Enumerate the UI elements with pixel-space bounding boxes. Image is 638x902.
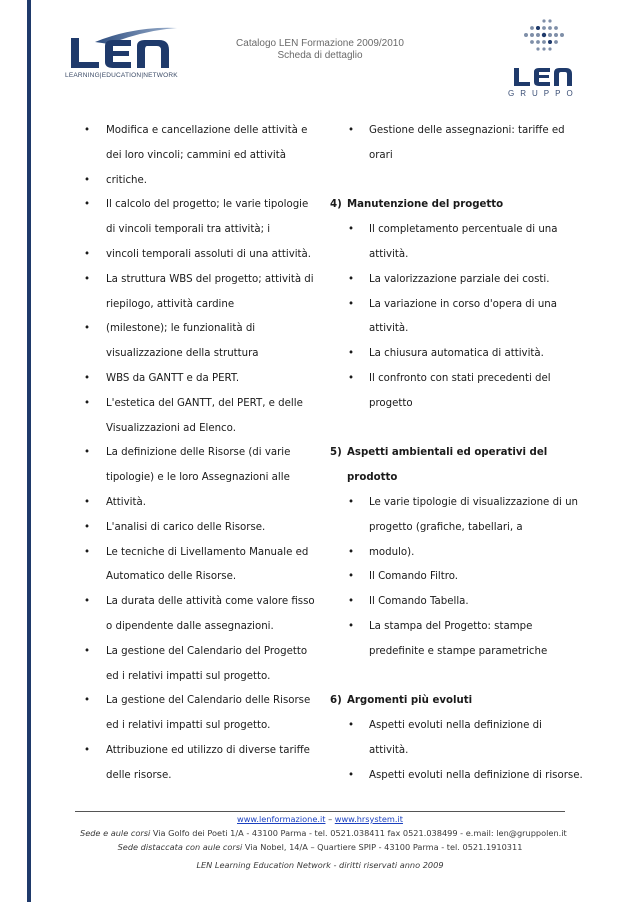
footer-copyright: [80, 860, 560, 870]
bullet-item: [84, 367, 324, 392]
item-text: • Le tecniche di Livellamento Manuale ed: [106, 546, 309, 558]
item-text: • Le varie tipologie di visualizzazione di un: [369, 496, 579, 508]
bullet-item: [330, 491, 580, 516]
dot-grid-icon: [522, 18, 566, 58]
section-number: 6): [330, 695, 342, 707]
gruppo-label: GRUPPO: [508, 89, 579, 98]
item-text: attività.: [369, 744, 409, 756]
item-text: • critiche.: [106, 174, 148, 186]
item-text: • Il confronto con stati precedenti del: [369, 372, 551, 384]
item-text: • La stampa del Progetto: stampe: [369, 620, 533, 632]
bullet-item: [330, 541, 580, 566]
bullet-item: [84, 169, 324, 194]
bullet-item: [84, 689, 324, 714]
item-text: visualizzazione della struttura: [106, 348, 259, 360]
bullet-item: [84, 243, 324, 268]
right-column: [330, 119, 583, 789]
catalog-title: Catalogo LEN Formazione 2009/2010: [236, 38, 404, 49]
footer-copyright-text: LEN Learning Education Network - diritti riservati anno 2009: [196, 860, 444, 870]
item-text: di vincoli temporali tra attività; i: [106, 224, 271, 236]
item-text: predefinite e stampe parametriche: [369, 645, 548, 657]
blank-line: [330, 417, 580, 442]
blank-line: [330, 665, 580, 690]
bullet-item: [84, 392, 324, 417]
item-text: • La gestione del Calendario delle Risorse: [106, 695, 311, 707]
len-logo-graphic: [65, 24, 185, 72]
bullet-item: [330, 590, 580, 615]
footer-address-main-text: Via Golfo dei Poeti 1/A - 43100 Parma - tel. 0521.038411 fax 0521.038499 - e.mail: len@gruppolen.it: [150, 828, 567, 838]
logo-tagline: LEARNING|EDUCATION|NETWORK: [65, 72, 178, 79]
header-titles: [200, 38, 440, 62]
bullet-continuation: [84, 714, 324, 739]
bullet-item: [84, 590, 324, 615]
left-column: [84, 119, 324, 789]
item-text: Automatico delle Risorse.: [106, 571, 237, 583]
item-text: • Aspetti evoluti nella definizione di risorse.: [369, 769, 583, 781]
section-title: prodotto: [347, 472, 398, 484]
item-text: • La chiusura automatica di attività.: [369, 348, 544, 360]
len-logo-left: [65, 24, 185, 84]
item-text: ed i relativi impatti sul progetto.: [106, 720, 271, 732]
item-text: riepilogo, attività cardine: [106, 298, 235, 310]
bullet-continuation: [84, 466, 324, 491]
section-heading: [330, 193, 580, 218]
item-text: • (milestone); le funzionalità di: [106, 323, 256, 335]
item-text: • Attività.: [106, 496, 146, 508]
section-number: 5): [330, 447, 342, 459]
bullet-continuation: [84, 342, 324, 367]
footer-address-branch: [80, 842, 560, 852]
bullet-item: [84, 317, 324, 342]
item-text: delle risorse.: [106, 769, 172, 781]
footer-address-main: [80, 828, 567, 838]
bullet-item: [84, 193, 324, 218]
bullet-continuation: [84, 144, 324, 169]
bullet-item: [84, 119, 324, 144]
bullet-item: [330, 367, 580, 392]
footer-address-branch-label: Sede distaccata con aule corsi: [117, 842, 243, 852]
item-text: Visualizzazioni ad Elenco.: [106, 422, 236, 434]
bullet-item: [330, 342, 580, 367]
bullet-continuation: [84, 218, 324, 243]
footer-links: [80, 814, 560, 824]
bullet-continuation: [84, 565, 324, 590]
item-text: • vincoli temporali assoluti di una attività.: [106, 248, 312, 260]
item-text: tipologie) e le loro Assegnazioni alle: [106, 472, 290, 484]
item-text: • Il completamento percentuale di una: [369, 224, 558, 236]
section-title: Argomenti più evoluti: [347, 695, 473, 707]
bullet-item: [330, 119, 580, 144]
bullet-continuation: [84, 764, 324, 789]
bullet-continuation: [84, 665, 324, 690]
footer-address-main-label: Sede e aule corsi: [80, 828, 151, 838]
section-heading: [330, 441, 580, 466]
item-text: • WBS da GANTT e da PERT.: [106, 372, 240, 384]
link-separator: –: [328, 814, 333, 824]
bullet-item: [330, 615, 580, 640]
item-text: attività.: [369, 248, 409, 260]
bullet-continuation: [330, 144, 580, 169]
link-lenformazione[interactable]: www.lenformazione.it: [237, 814, 326, 824]
bullet-item: [84, 541, 324, 566]
item-text: • L'estetica del GANTT, del PERT, e delle: [106, 397, 303, 409]
bullet-continuation: [330, 392, 580, 417]
item-text: progetto: [369, 397, 413, 409]
section-title: Manutenzione del progetto: [347, 199, 504, 211]
item-text: o dipendente dalle assegnazioni.: [106, 620, 274, 632]
item-text: ed i relativi impatti sul progetto.: [106, 670, 271, 682]
item-text: dei loro vincoli; cammini ed attività: [106, 149, 286, 161]
item-text: • modulo).: [369, 546, 415, 558]
section-heading-continued: [330, 466, 580, 491]
item-text: attività.: [369, 323, 409, 335]
bullet-item: [84, 441, 324, 466]
item-text: • Modifica e cancellazione delle attività e: [106, 125, 308, 136]
item-text: • La durata delle attività come valore fisso: [106, 596, 315, 608]
left-margin-stripe: [27, 0, 31, 902]
item-text: • La valorizzazione parziale dei costi.: [369, 273, 550, 285]
footer-divider: [75, 811, 565, 812]
item-text: orari: [369, 149, 393, 161]
item-text: • Il Comando Filtro.: [369, 571, 459, 583]
item-text: progetto (grafiche, tabellari, a: [369, 521, 523, 533]
left-margin-bar: [0, 0, 30, 902]
bullet-item: [330, 218, 580, 243]
section-title: Aspetti ambientali ed operativi del: [347, 447, 548, 459]
bullet-continuation: [84, 417, 324, 442]
bullet-item: [330, 293, 580, 318]
bullet-item: [84, 640, 324, 665]
bullet-item: [84, 268, 324, 293]
item-text: • L'analisi di carico delle Risorse.: [106, 521, 266, 533]
bullet-continuation: [84, 293, 324, 318]
item-text: • Il calcolo del progetto; le varie tipologie: [106, 199, 309, 211]
item-text: • Aspetti evoluti nella definizione di: [369, 720, 542, 732]
blank-line: [330, 169, 580, 194]
bullet-item: [84, 739, 324, 764]
bullet-continuation: [330, 516, 580, 541]
bullet-continuation: [330, 739, 580, 764]
bullet-item: [330, 714, 580, 739]
bullet-continuation: [330, 640, 580, 665]
len-wordmark-right: [512, 66, 574, 88]
detail-subtitle: Scheda di dettaglio: [277, 50, 363, 61]
bullet-item: [84, 491, 324, 516]
item-text: • Il Comando Tabella.: [369, 596, 469, 608]
bullet-item: [330, 764, 583, 789]
item-text: • La variazione in corso d'opera di una: [369, 298, 557, 310]
item-text: • La struttura WBS del progetto; attività di: [106, 273, 314, 285]
bullet-item: [330, 268, 580, 293]
item-text: • La definizione delle Risorse (di varie: [106, 447, 291, 459]
section-heading: [330, 689, 580, 714]
len-gruppo-logo: [508, 18, 578, 103]
bullet-continuation: [330, 317, 580, 342]
bullet-continuation: [330, 243, 580, 268]
bullet-item: [330, 565, 580, 590]
bullet-item: [84, 516, 324, 541]
item-text: • Gestione delle assegnazioni: tariffe ed: [369, 125, 565, 136]
bullet-continuation: [84, 615, 324, 640]
link-hrsystem[interactable]: www.hrsystem.it: [334, 814, 403, 824]
footer-address-branch-text: Via Nobel, 14/A – Quartiere SPIP - 43100 Parma - tel. 0521.1910311: [242, 842, 523, 852]
item-text: • Attribuzione ed utilizzo di diverse tariffe: [106, 744, 310, 756]
item-text: • La gestione del Calendario del Progetto: [106, 645, 308, 657]
section-number: 4): [330, 199, 342, 211]
